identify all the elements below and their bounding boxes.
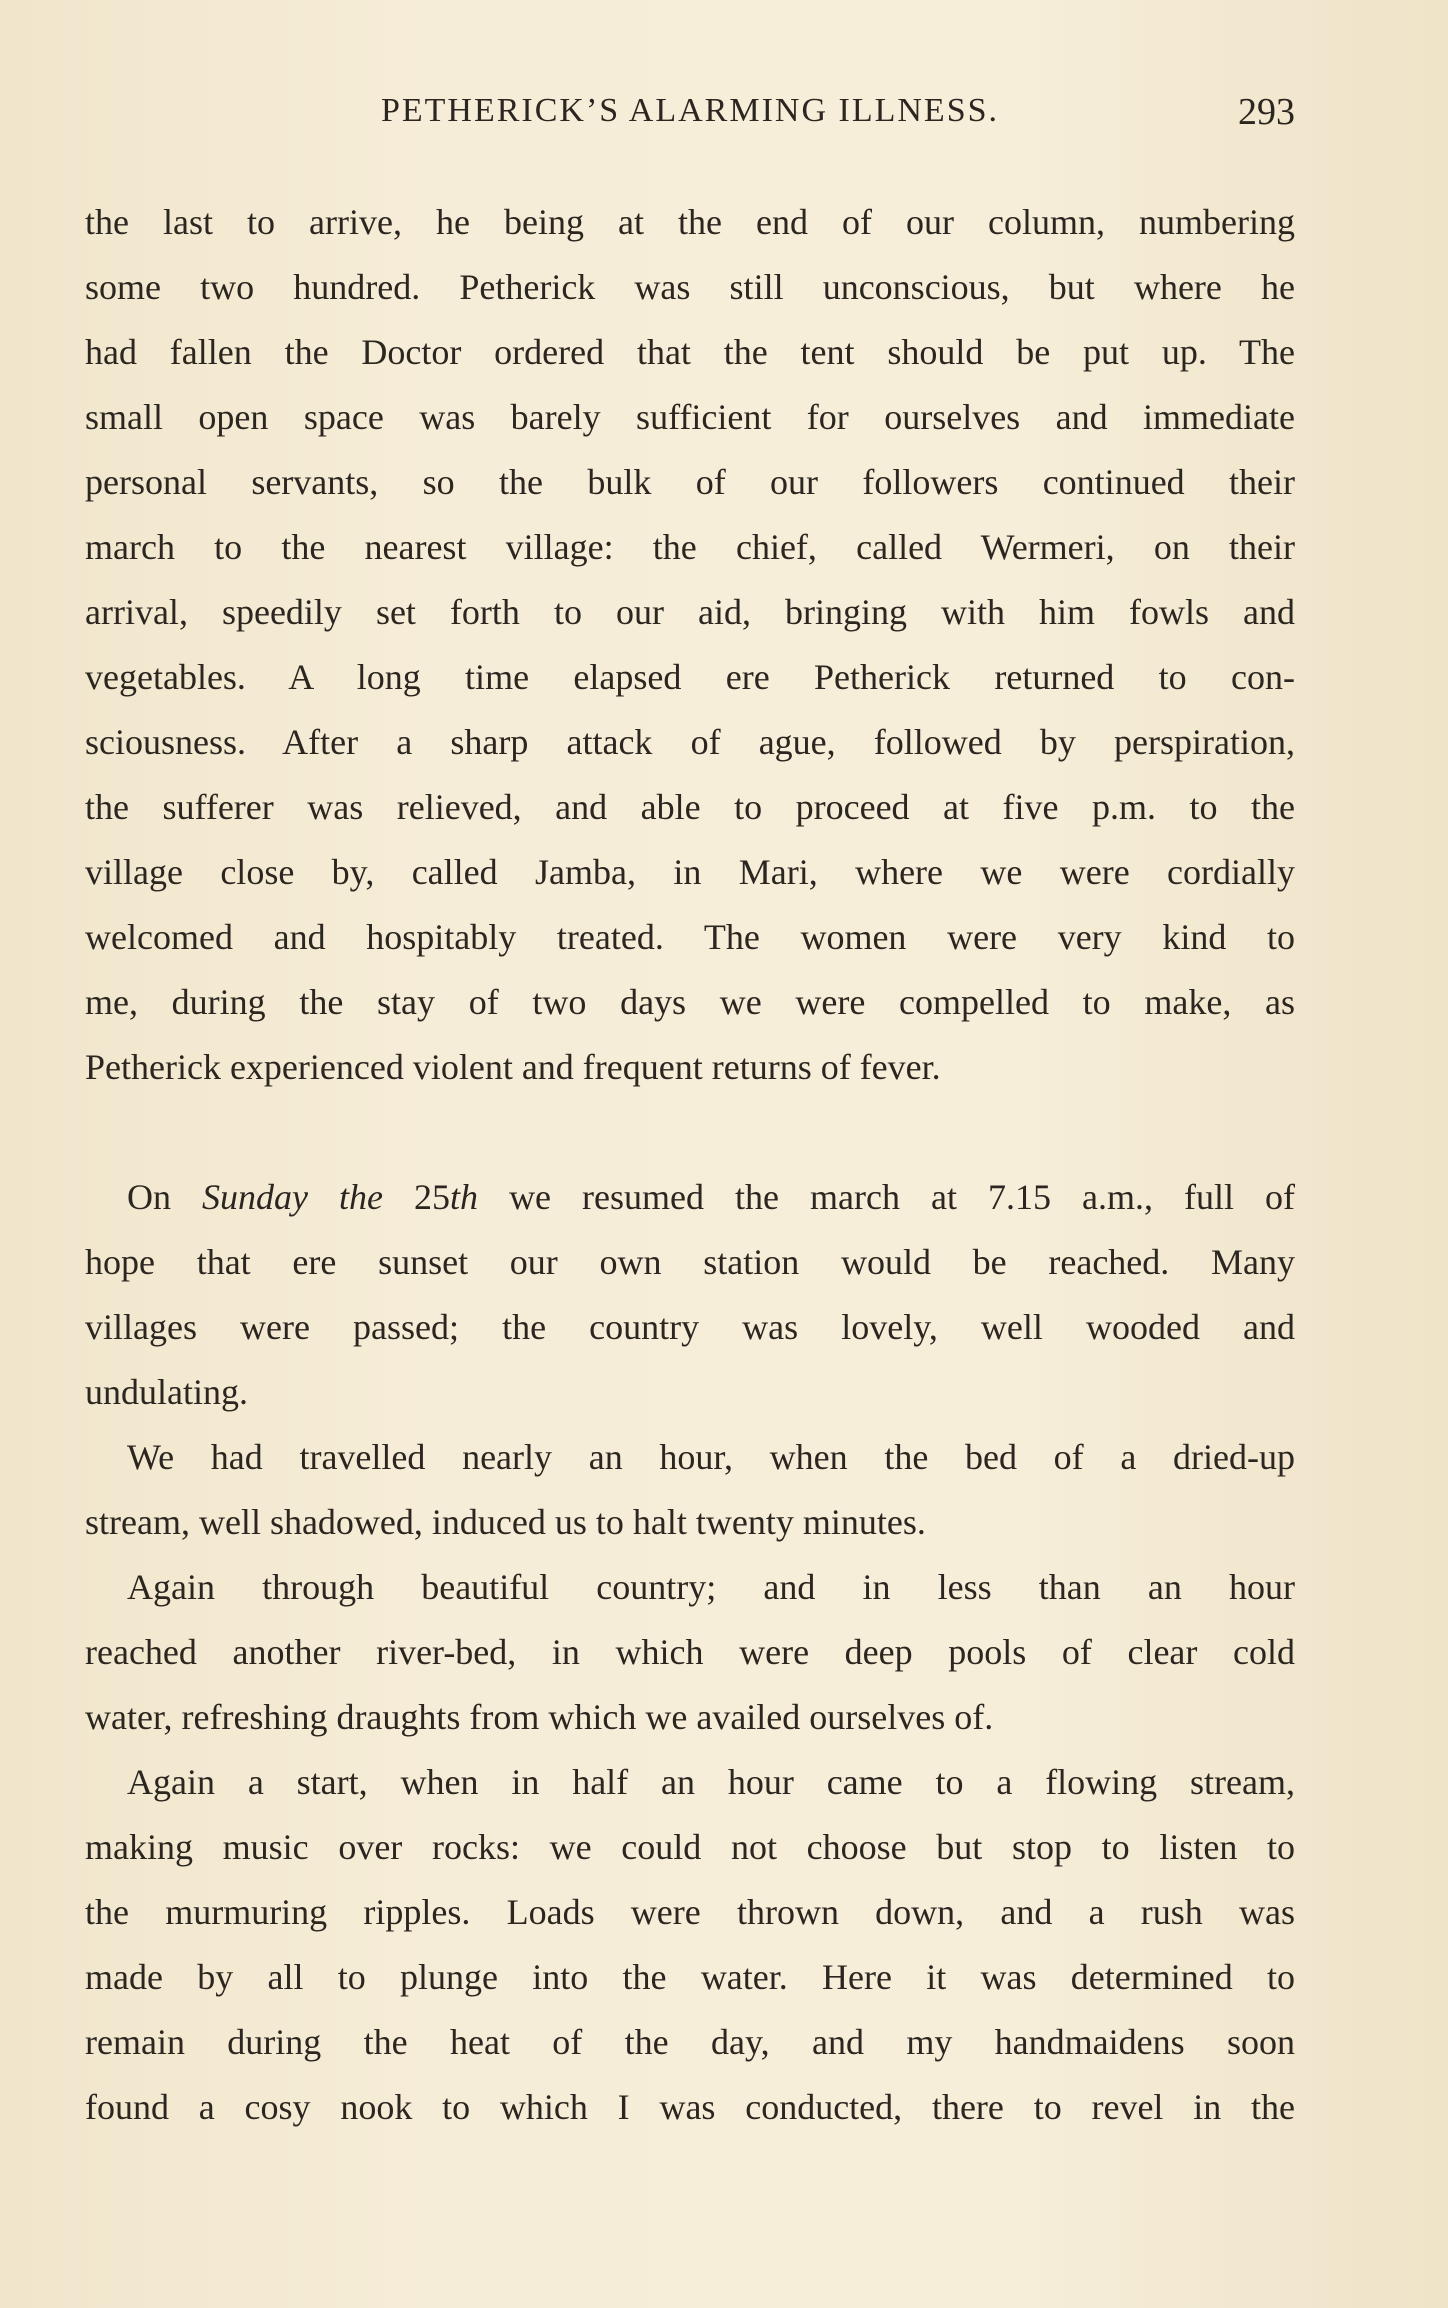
- text-line: the last to arrive, he being at the end of our column, numbering: [85, 202, 1295, 242]
- text-line: reached another river-bed, in which were deep pools of clear cold: [85, 1632, 1295, 1672]
- text-line: villages were passed; the country was lovely, well wooded and: [85, 1307, 1295, 1347]
- section-gap: [85, 1100, 1295, 1165]
- text-line: arrival, speedily set forth to our aid, bringing with him fowls and: [85, 592, 1295, 632]
- text-line: remain during the heat of the day, and my handmaidens soon: [85, 2022, 1295, 2062]
- body-text: [85, 190, 1295, 2140]
- text-line: found a cosy nook to which I was conducted, there to revel in the: [85, 2087, 1295, 2127]
- running-head: [85, 92, 1295, 142]
- text-line: personal servants, so the bulk of our followers continued their: [85, 462, 1295, 502]
- text-line: [85, 1165, 1295, 1230]
- text-line: Petherick experienced violent and frequent returns of fever.: [85, 1047, 941, 1087]
- text-line: hope that ere sunset our own station would be reached. Many: [85, 1242, 1295, 1282]
- italic-day: Sunday the: [202, 1177, 383, 1217]
- text-line: made by all to plunge into the water. Here it was determined to: [85, 1957, 1295, 1997]
- paragraph-2: [85, 1165, 1295, 1425]
- text-line: We had travelled nearly an hour, when the bed of a dried-up: [127, 1437, 1295, 1477]
- date-suffix: th: [450, 1177, 479, 1217]
- text-line: small open space was barely sufficient for ourselves and immediate: [85, 397, 1295, 437]
- text-line: Again a start, when in half an hour came to a flowing stream,: [127, 1762, 1295, 1802]
- text-line: had fallen the Doctor ordered that the tent should be put up. The: [85, 332, 1295, 372]
- running-title: PETHERICK’S ALARMING ILLNESS.: [380, 92, 1000, 129]
- text-line: making music over rocks: we could not choose but stop to listen to: [85, 1827, 1295, 1867]
- paragraph-1: [85, 190, 1295, 1100]
- paragraph-4: [85, 1555, 1295, 1750]
- text-line: me, during the stay of two days we were compelled to make, as: [85, 982, 1295, 1022]
- text-line: some two hundred. Petherick was still unconscious, but where he: [85, 267, 1295, 307]
- text-line: the murmuring ripples. Loads were thrown down, and a rush was: [85, 1892, 1295, 1932]
- text-line: sciousness. After a sharp attack of ague, followed by perspiration,: [85, 722, 1295, 762]
- paragraph-3: [85, 1425, 1295, 1555]
- line-prefix: On: [127, 1177, 203, 1217]
- page-number: 293: [1238, 91, 1295, 133]
- text-line: welcomed and hospitably treated. The women were very kind to: [85, 917, 1295, 957]
- line-rest: we resumed the march at 7.15 a.m., full of: [478, 1177, 1296, 1217]
- text-line: the sufferer was relieved, and able to proceed at five p.m. to the: [85, 787, 1295, 827]
- paragraph-5: [85, 1750, 1295, 2140]
- text-line: undulating.: [85, 1372, 248, 1412]
- text-line: Again through beautiful country; and in less than an hour: [127, 1567, 1295, 1607]
- text-line: village close by, called Jamba, in Mari, where we were cordially: [85, 852, 1295, 892]
- text-line: march to the nearest village: the chief, called Wermeri, on their: [85, 527, 1295, 567]
- text-line: vegetables. A long time elapsed ere Petherick returned to con-: [85, 657, 1295, 697]
- text-line: stream, well shadowed, induced us to halt twenty minutes.: [85, 1502, 926, 1542]
- date-number: 25: [383, 1177, 451, 1217]
- text-line: water, refreshing draughts from which we availed ourselves of.: [85, 1697, 994, 1737]
